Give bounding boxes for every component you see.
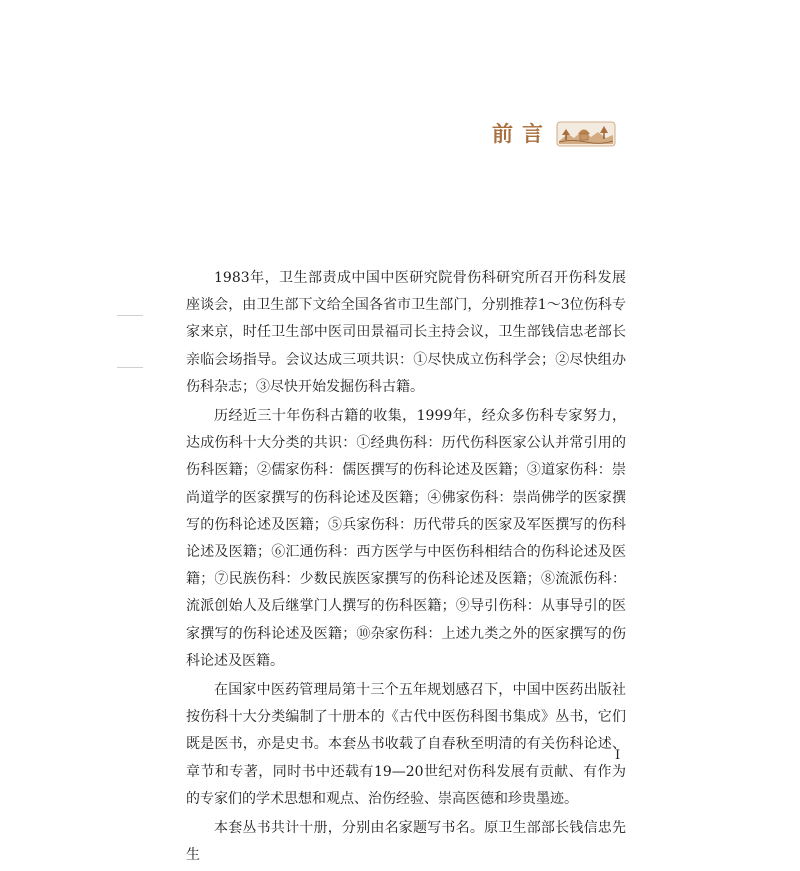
paragraph: 在国家中医药管理局第十三个五年规划感召下，中国中医药出版社按伤科十大分类编制了十册本的《古代中医伤科图书集成》丛书，它们既是医书，亦是史书。本套丛书收载了自春秋至明清的有关伤科论述、章节和专著，同时书中还载有19—20世纪对伤科发展有贡献、有作为的专家们的学术思想和观点、治伤经验、崇高医德和珍贵墨迹。 bbox=[186, 682, 626, 807]
page-number: I bbox=[615, 748, 621, 763]
paragraph: 历经近三十年伤科古籍的收集，1999年，经众多伤科专家努力，达成伤科十大分类的共识：①经典伤科：历代伤科医家公认并常引用的伤科医籍；②儒家伤科：儒医撰写的伤科论述及医籍；③道家伤科：崇尚道学的医家撰写的伤科论述及医籍；④佛家伤科：崇尚佛学的医家撰写的伤科论述及医籍；⑤兵家伤科：历代带兵的医家及军医撰写的伤科论述及医籍；⑥汇通伤科：西方医学与中医伤科相结合的伤科论述及医籍；⑦民族伤科：少数民族医家撰写的伤科论述及医籍；⑧流派伤科：流派创始人及后继掌门人撰写的伤科医籍；⑨导引伤科：从事导引的医家撰写的伤科论述及医籍；⑩杂家伤科：上述九类之外的医家撰写的伤科论述及医籍。 bbox=[186, 408, 626, 669]
margin-rule bbox=[117, 367, 143, 368]
preface-body bbox=[186, 265, 626, 871]
page-title: 前言 bbox=[492, 122, 552, 146]
margin-rule bbox=[117, 315, 143, 316]
landscape-ornament-icon bbox=[556, 121, 616, 147]
paragraph: 1983年，卫生部责成中国中医研究院骨伤科研究所召开伤科发展座谈会，由卫生部下文给全国各省市卫生部门，分别推荐1～3位伤科专家来京，时任卫生部中医司田景福司长主持会议，卫生部钱信忠老部长亲临会场指导。会议达成三项共识：①尽快成立伤科学会；②尽快组办伤科杂志；③尽快开始发掘伤科古籍。 bbox=[186, 270, 626, 395]
paragraph: 本套丛书共计十册，分别由名家题写书名。原卫生部部长钱信忠先生 bbox=[186, 820, 626, 864]
preface-heading bbox=[492, 121, 616, 147]
